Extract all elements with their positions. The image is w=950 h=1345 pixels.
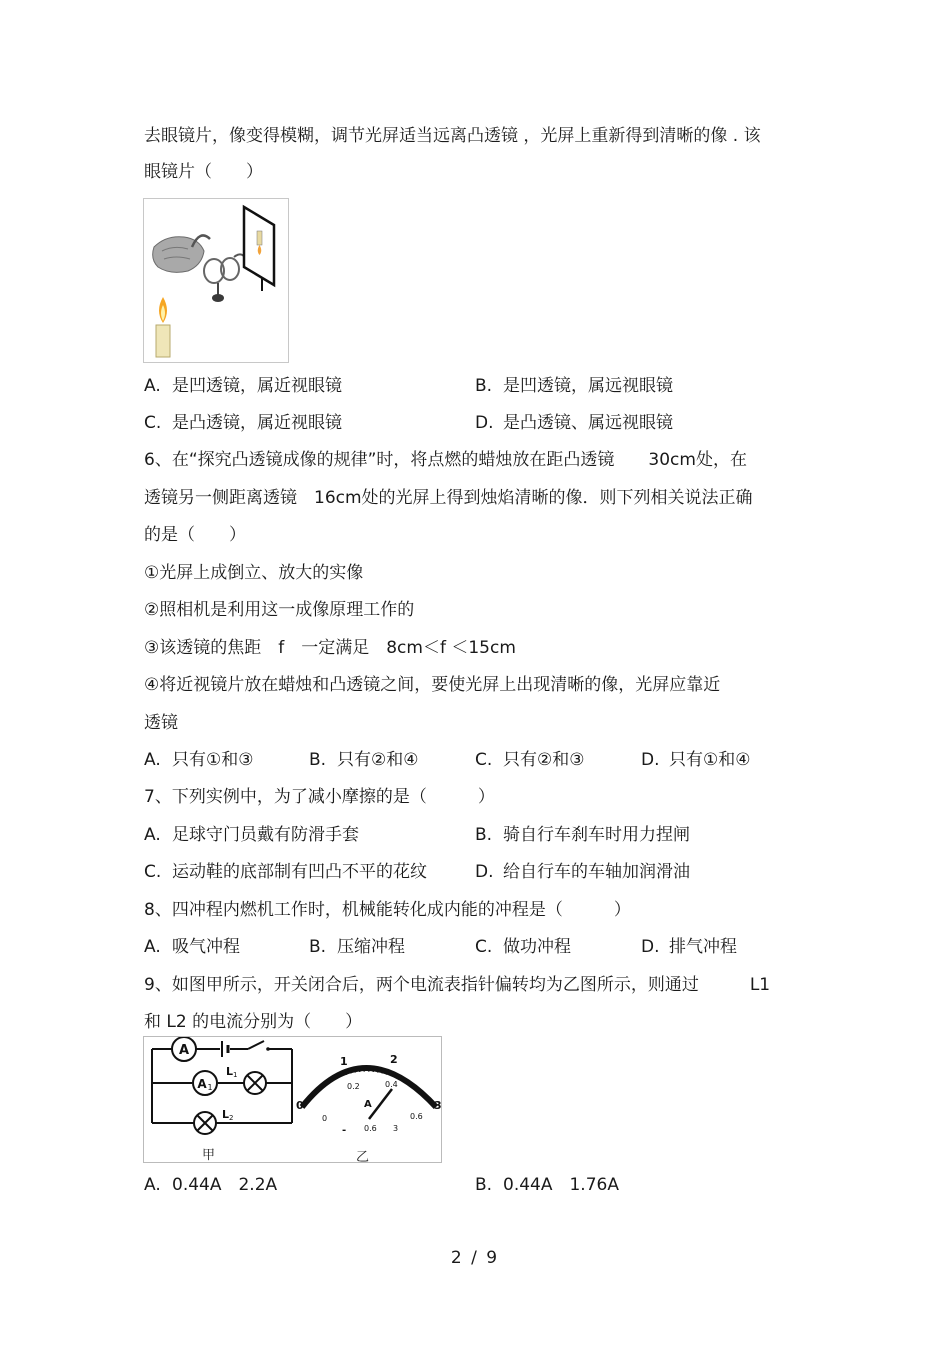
q6-stem-line-2: 透镜另一侧距离透镜 16cm处的光屏上得到烛焰清晰的像．则下列相关说法正确: [144, 488, 753, 508]
option-text: 是凸透镜、属远视眼镜: [503, 413, 673, 433]
q5-stem-line-2: 眼镜片（ ）: [144, 162, 263, 182]
option-text: 运动鞋的底部制有凹凸不平的花纹: [172, 862, 427, 882]
q9-stem-line-2: 和 L2 的电流分别为（ ）: [144, 1012, 363, 1032]
option-text: 排气冲程: [669, 937, 737, 957]
scale-inner-2: 0.4: [385, 1080, 398, 1089]
option-key: C.: [475, 937, 493, 957]
option-key: A.: [144, 376, 161, 396]
switch-contact: [266, 1047, 270, 1051]
option-key: B.: [309, 937, 327, 957]
meter-unit-label: A: [364, 1099, 372, 1110]
q7-option-b[interactable]: [475, 823, 690, 847]
option-key: A.: [144, 937, 161, 957]
q6-stem-line-1: 6、在“探究凸透镜成像的规律”时，将点燃的蜡烛放在距凸透镜 30cm处，在: [144, 450, 747, 470]
option-key: A.: [144, 1175, 161, 1195]
q5-option-d[interactable]: [475, 411, 673, 435]
q6-stem-line-3: 的是（ ）: [144, 525, 246, 545]
scale-outer-0: 0: [296, 1099, 304, 1112]
option-text: 只有①和③: [172, 750, 254, 770]
q9-figure: [143, 1036, 442, 1163]
ammeter-needle: [369, 1089, 392, 1119]
scale-outer-2: 2: [390, 1053, 398, 1066]
q6-statement-4: ④将近视镜片放在蜡烛和凸透镜之间，要使光屏上出现清晰的像，光屏应靠近: [144, 675, 721, 695]
option-text: 0.44A 2.2A: [172, 1175, 278, 1195]
q6-option-d[interactable]: [641, 748, 750, 772]
q5-figure: [143, 198, 289, 363]
terminal-0-6: 0.6: [364, 1124, 377, 1133]
option-key: B.: [475, 376, 493, 396]
option-text: 吸气冲程: [172, 937, 240, 957]
option-key: D.: [475, 413, 494, 433]
lamp-1-label: L: [226, 1065, 234, 1078]
q5-option-a[interactable]: [144, 374, 342, 398]
page-number: 2 / 9: [450, 1248, 500, 1268]
option-text: 只有②和③: [503, 750, 585, 770]
option-text: 是凹透镜，属近视眼镜: [172, 376, 342, 396]
q9-option-a[interactable]: [144, 1173, 277, 1197]
ammeter-label: A: [178, 1043, 190, 1058]
option-key: C.: [475, 750, 493, 770]
option-text: 做功冲程: [503, 937, 571, 957]
circuit-and-ammeter-diagram: [144, 1037, 441, 1162]
q5-option-c[interactable]: [144, 411, 342, 435]
q5-option-b[interactable]: [475, 374, 673, 398]
option-key: D.: [641, 937, 660, 957]
q5-stem-line-1: 去眼镜片，像变得模糊，调节光屏适当远离凸透镜 ，光屏上重新得到清晰的像 . 该: [144, 126, 761, 146]
option-key: B.: [475, 825, 493, 845]
option-key: C.: [144, 413, 162, 433]
q7-option-a[interactable]: [144, 823, 359, 847]
option-text: 足球守门员戴有防滑手套: [172, 825, 359, 845]
q6-option-a[interactable]: [144, 748, 253, 772]
option-key: D.: [641, 750, 660, 770]
q6-option-c[interactable]: [475, 748, 584, 772]
lamp-2-label: L: [222, 1108, 230, 1121]
option-text: 是凹透镜，属远视眼镜: [503, 376, 673, 396]
option-key: B.: [309, 750, 327, 770]
q8-stem: 8、四冲程内燃机工作时，机械能转化成内能的冲程是（ ）: [144, 900, 631, 920]
q7-option-c[interactable]: [144, 860, 427, 884]
ammeter-1-label: A: [197, 1077, 207, 1091]
q8-option-c[interactable]: [475, 935, 571, 959]
scale-inner-3: 0.6: [410, 1112, 423, 1121]
option-text: 给自行车的车轴加润滑油: [503, 862, 690, 882]
option-key: A.: [144, 750, 161, 770]
option-text: 0.44A 1.76A: [503, 1175, 619, 1195]
q6-statement-3: ③该透镜的焦距 f 一定满足 8cm＜f ＜15cm: [144, 638, 516, 658]
q6-statement-2: ②照相机是利用这一成像原理工作的: [144, 600, 415, 620]
q7-option-d[interactable]: [475, 860, 690, 884]
option-key: D.: [475, 862, 494, 882]
q6-statement-4-cont: 透镜: [144, 713, 178, 733]
option-text: 是凸透镜，属近视眼镜: [172, 413, 342, 433]
eyeglasses-candle-illustration: [144, 199, 288, 362]
option-text: 只有②和④: [337, 750, 419, 770]
scale-inner-0: 0: [322, 1114, 328, 1123]
scale-outer-1: 1: [340, 1055, 348, 1068]
q8-option-d[interactable]: [641, 935, 737, 959]
q6-statement-1: ①光屏上成倒立、放大的实像: [144, 563, 364, 583]
option-text: 骑自行车刹车时用力捏闸: [503, 825, 690, 845]
q9-stem-line-1: 9、如图甲所示，开关闭合后，两个电流表指针偏转均为乙图所示，则通过 L1: [144, 975, 771, 995]
option-text: 压缩冲程: [337, 937, 405, 957]
scale-inner-1: 0.2: [347, 1082, 360, 1091]
figure-yi-label: 乙: [356, 1150, 370, 1162]
option-key: C.: [144, 862, 162, 882]
q6-option-b[interactable]: [309, 748, 418, 772]
lamp-2-subscript: 2: [229, 1114, 234, 1122]
option-key: A.: [144, 825, 161, 845]
scale-outer-3: 3: [434, 1099, 441, 1112]
terminal-negative: -: [342, 1125, 347, 1136]
option-text: 只有①和④: [669, 750, 751, 770]
q9-option-b[interactable]: [475, 1173, 619, 1197]
lamp-1-subscript: 1: [233, 1071, 238, 1079]
option-key: B.: [475, 1175, 493, 1195]
q7-stem: 7、下列实例中，为了减小摩擦的是（ ）: [144, 787, 495, 807]
terminal-3: 3: [393, 1124, 399, 1133]
q8-option-a[interactable]: [144, 935, 240, 959]
ammeter-1-subscript: 1: [207, 1083, 213, 1092]
q8-option-b[interactable]: [309, 935, 405, 959]
figure-jia-label: 甲: [202, 1148, 216, 1162]
